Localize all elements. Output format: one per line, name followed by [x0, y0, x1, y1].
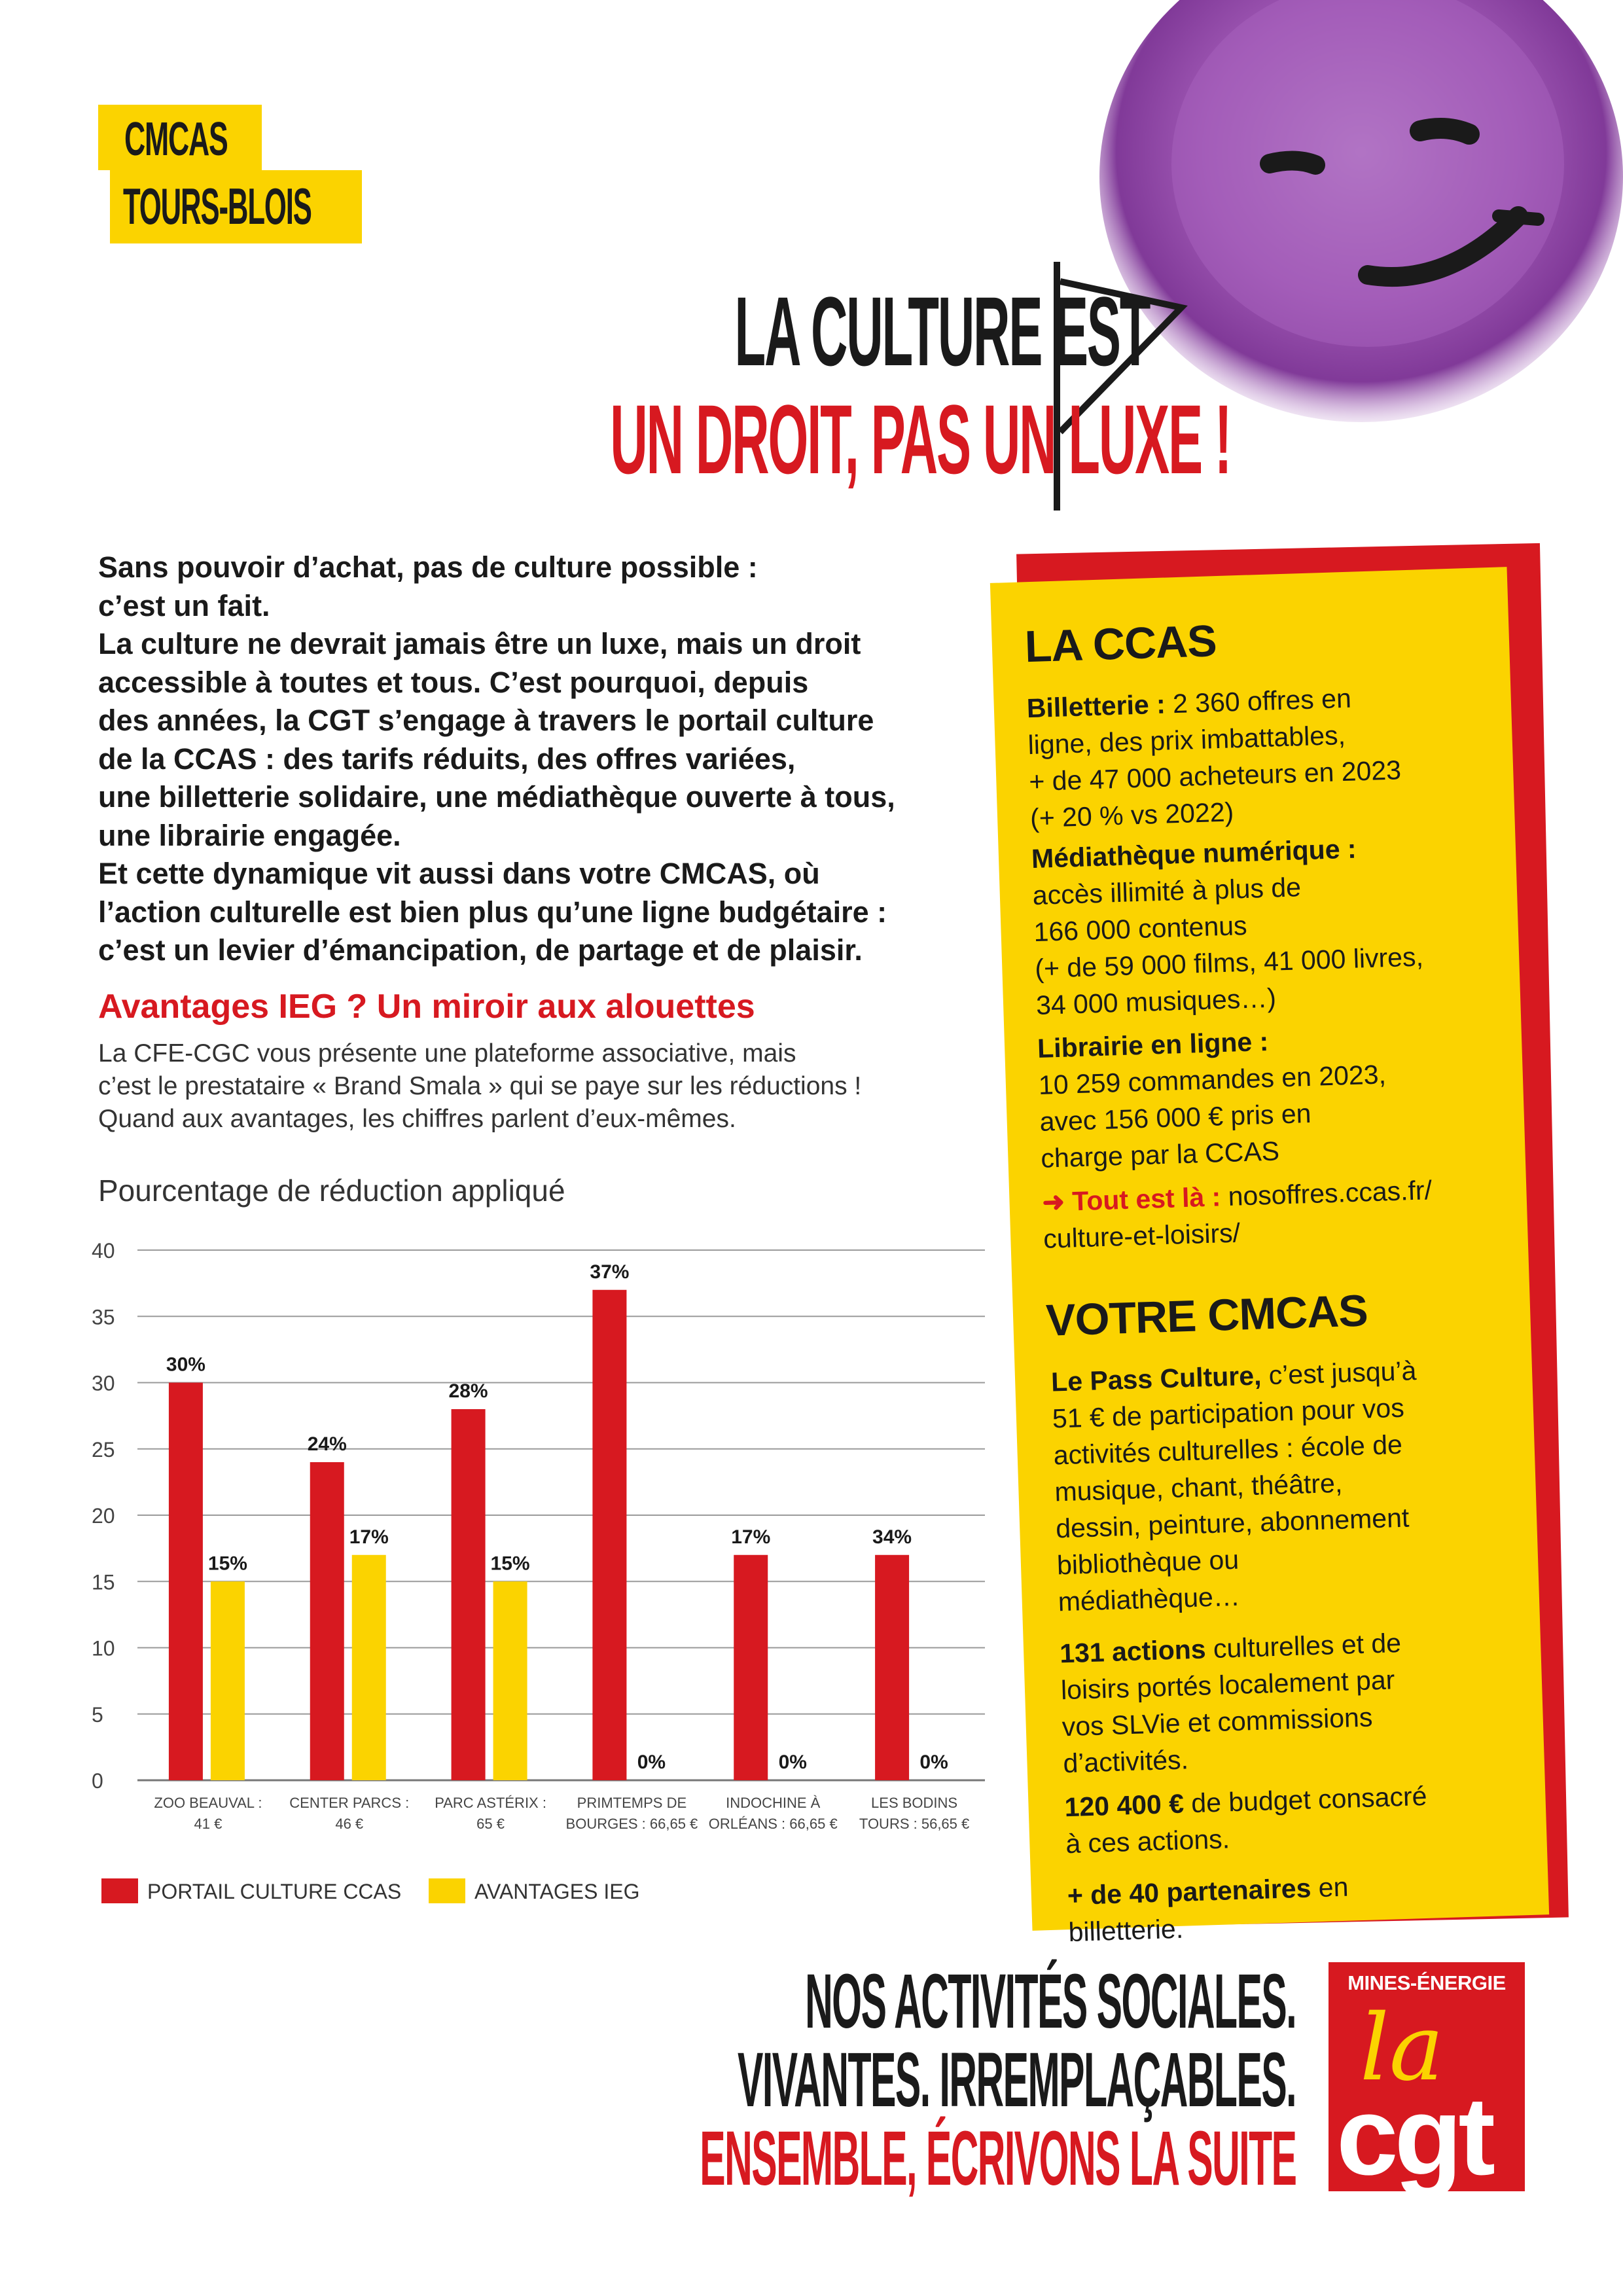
footer-line3: ENSEMBLE, ÉCRIVONS LA SUITE — [699, 2115, 1296, 2202]
tag-line2: TOURS-BLOIS — [123, 177, 312, 235]
librairie-label: Librairie en ligne : — [1037, 1026, 1269, 1064]
legend-label-ieg: AVANTAGES IEG — [474, 1880, 640, 1903]
logo-mines-energie: MINES-ÉNERGIE — [1347, 1971, 1506, 1994]
cmcas-actions — [1059, 1621, 1535, 1782]
headline-line1: LA CULTURE EST — [734, 276, 1150, 386]
intro-line: La culture ne devrait jamais être un luxe, mais un droit — [98, 627, 861, 660]
y-tick-label: 0 — [92, 1769, 103, 1793]
bar-ccas — [310, 1462, 344, 1780]
intro-line: c’est un levier d’émancipation, de partage et de plaisir. — [98, 933, 863, 967]
intro-line: une billetterie solidaire, une médiathèque ouverte à tous, — [98, 780, 895, 814]
link-label: ➜ Tout est là : — [1041, 1181, 1221, 1217]
intro-paragraph — [98, 548, 988, 970]
y-tick-label: 20 — [92, 1504, 115, 1528]
y-tick-label: 25 — [92, 1437, 115, 1462]
x-tick-label: CENTER PARCS : — [289, 1795, 410, 1811]
x-tick-label: ZOO BEAUVAL : — [154, 1795, 262, 1811]
data-label: 15% — [207, 1552, 247, 1575]
intro-line: Et cette dynamique vit aussi dans votre CMCAS, où — [98, 857, 820, 890]
intro-line: Sans pouvoir d’achat, pas de culture possible : — [98, 550, 758, 584]
x-tick-label: 46 € — [335, 1816, 364, 1832]
ccas-link[interactable] — [1042, 1169, 1515, 1257]
legend-label-ccas: PORTAIL CULTURE CCAS — [147, 1880, 402, 1903]
pass-line: bibliothèque ou — [1056, 1544, 1240, 1581]
avantages-line: c’est le prestataire « Brand Smala » qui se paye sur les réductions ! — [98, 1072, 862, 1100]
budget-line: de budget consacré — [1183, 1780, 1428, 1819]
avantages-title: Avantages IEG ? Un miroir aux alouettes — [98, 988, 755, 1026]
info-box — [1011, 548, 1541, 1948]
bar-ieg — [352, 1555, 386, 1780]
data-label: 17% — [349, 1526, 389, 1548]
footer-line2: VIVANTES. IRREMPLAÇABLES. — [737, 2037, 1296, 2123]
x-tick-label: INDOCHINE À — [726, 1795, 821, 1811]
cmcas-pass — [1050, 1349, 1529, 1620]
y-tick-label: 5 — [92, 1702, 103, 1727]
pass-line: musique, chant, théâtre, — [1054, 1467, 1343, 1507]
pass-line: activités culturelles : école de — [1053, 1429, 1403, 1471]
logo-la: la — [1360, 1995, 1444, 2102]
librairie-line: charge par la CCAS — [1040, 1136, 1280, 1174]
reduction-bar-chart — [92, 1230, 1008, 1846]
partners-label: + de 40 partenaires — [1067, 1873, 1312, 1911]
avantages-line: La CFE-CGC vous présente une plateforme associative, mais — [98, 1039, 796, 1067]
ccas-librairie — [1037, 1015, 1512, 1177]
data-label: 30% — [166, 1354, 205, 1376]
data-label: 34% — [872, 1526, 912, 1548]
data-label: 0% — [919, 1751, 948, 1773]
pass-line: 51 € de participation pour vos — [1052, 1392, 1405, 1434]
pass-line: médiathèque… — [1058, 1581, 1241, 1617]
bar-ccas — [734, 1555, 768, 1780]
data-label: 0% — [637, 1751, 666, 1773]
cgt-logo — [1329, 1962, 1525, 2198]
x-tick-label: 41 € — [194, 1816, 223, 1832]
avantages-body — [98, 1037, 949, 1136]
intro-line: une librairie engagée. — [98, 818, 401, 852]
y-tick-label: 30 — [92, 1371, 115, 1395]
billetterie-line: 2 360 offres en — [1164, 683, 1352, 719]
data-label: 28% — [448, 1380, 488, 1402]
data-label: 37% — [590, 1261, 630, 1283]
cmcas-title: VOTRE CMCAS — [1045, 1285, 1368, 1346]
partners-line: en — [1310, 1871, 1349, 1903]
y-tick-label: 35 — [92, 1305, 115, 1329]
billetterie-line: (+ 20 % vs 2022) — [1029, 797, 1234, 834]
partners-line: billetterie. — [1067, 1913, 1184, 1948]
budget-label: 120 400 € — [1063, 1788, 1185, 1823]
data-label: 17% — [731, 1526, 771, 1548]
intro-line: des années, la CGT s’engage à travers le portail culture — [98, 704, 874, 737]
link-url[interactable]: nosoffres.ccas.fr/ — [1220, 1175, 1433, 1212]
data-label: 24% — [307, 1433, 347, 1455]
actions-line: vos SLVie et commissions — [1061, 1702, 1374, 1742]
intro-line: accessible à toutes et tous. C’est pourquoi, depuis — [98, 665, 809, 699]
media-line: 166 000 contenus — [1033, 910, 1248, 948]
y-tick-label: 40 — [92, 1239, 115, 1263]
legend-swatch-ccas — [101, 1878, 138, 1903]
media-line: (+ de 59 000 films, 41 000 livres, — [1034, 941, 1424, 984]
media-line: accès illimité à plus de — [1032, 872, 1302, 911]
pass-line: dessin, peinture, abonnement — [1055, 1502, 1410, 1544]
pass-line: c’est jusqu’à — [1260, 1355, 1417, 1391]
bar-ccas — [592, 1290, 626, 1780]
actions-line: d’activités. — [1062, 1744, 1189, 1779]
mediatheque-label: Médiathèque numérique : — [1031, 833, 1357, 874]
y-tick-label: 10 — [92, 1636, 115, 1660]
chart-title: Pourcentage de réduction appliqué — [98, 1174, 565, 1208]
logo-cgt: cgt — [1336, 2074, 1491, 2198]
bar-ccas — [452, 1409, 486, 1780]
tag-line1: CMCAS — [124, 113, 228, 166]
intro-line: c’est un fait. — [98, 588, 270, 622]
legend-swatch-ieg — [429, 1878, 465, 1903]
link-url-cont[interactable]: culture-et-loisirs/ — [1043, 1217, 1241, 1254]
headline-line2: UN DROIT, PAS UN LUXE ! — [610, 384, 1231, 494]
x-tick-label: PARC ASTÉRIX : — [435, 1795, 546, 1811]
x-tick-label: ORLÉANS : 66,65 € — [708, 1816, 838, 1832]
media-line: 34 000 musiques…) — [1035, 982, 1277, 1021]
y-tick-label: 15 — [92, 1570, 115, 1594]
cmcas-partners — [1067, 1863, 1540, 1951]
bar-ccas — [875, 1555, 909, 1780]
footer-line1: NOS ACTIVITÉS SOCIALES. — [804, 1958, 1296, 2045]
cmcas-tag — [98, 105, 366, 252]
budget-line: à ces actions. — [1065, 1823, 1230, 1859]
data-label: 0% — [778, 1751, 807, 1773]
intro-line: de la CCAS : des tarifs réduits, des offres variées, — [98, 742, 796, 776]
billetterie-line: ligne, des prix imbattables, — [1027, 719, 1346, 761]
ccas-billetterie — [1026, 675, 1502, 837]
billetterie-line: + de 47 000 acheteurs en 2023 — [1028, 755, 1402, 797]
x-tick-label: LES BODINS — [871, 1795, 958, 1811]
librairie-line: avec 156 000 € pris en — [1039, 1098, 1312, 1137]
intro-line: l’action culturelle est bien plus qu’une ligne budgétaire : — [98, 895, 887, 929]
ccas-title: LA CCAS — [1024, 616, 1217, 672]
librairie-line: 10 259 commandes en 2023, — [1038, 1059, 1387, 1100]
bar-ieg — [211, 1581, 245, 1780]
x-tick-label: 65 € — [476, 1816, 505, 1832]
bar-ieg — [493, 1581, 527, 1780]
billetterie-label: Billetterie : — [1026, 689, 1166, 724]
x-tick-label: TOURS : 56,65 € — [859, 1816, 970, 1832]
avantages-line: Quand aux avantages, les chiffres parlent d’eux-mêmes. — [98, 1105, 736, 1133]
data-label: 15% — [490, 1552, 530, 1575]
ccas-mediatheque — [1031, 826, 1507, 1024]
pass-label: Le Pass Culture, — [1050, 1360, 1262, 1397]
x-tick-label: PRIMTEMPS DE — [577, 1795, 687, 1811]
actions-line: culturelles et de — [1205, 1627, 1402, 1664]
x-tick-label: BOURGES : 66,65 € — [565, 1816, 698, 1832]
actions-line: loisirs portés localement par — [1060, 1664, 1395, 1706]
cmcas-budget — [1064, 1774, 1537, 1863]
bar-ccas — [169, 1383, 203, 1781]
actions-label: 131 actions — [1059, 1634, 1207, 1669]
